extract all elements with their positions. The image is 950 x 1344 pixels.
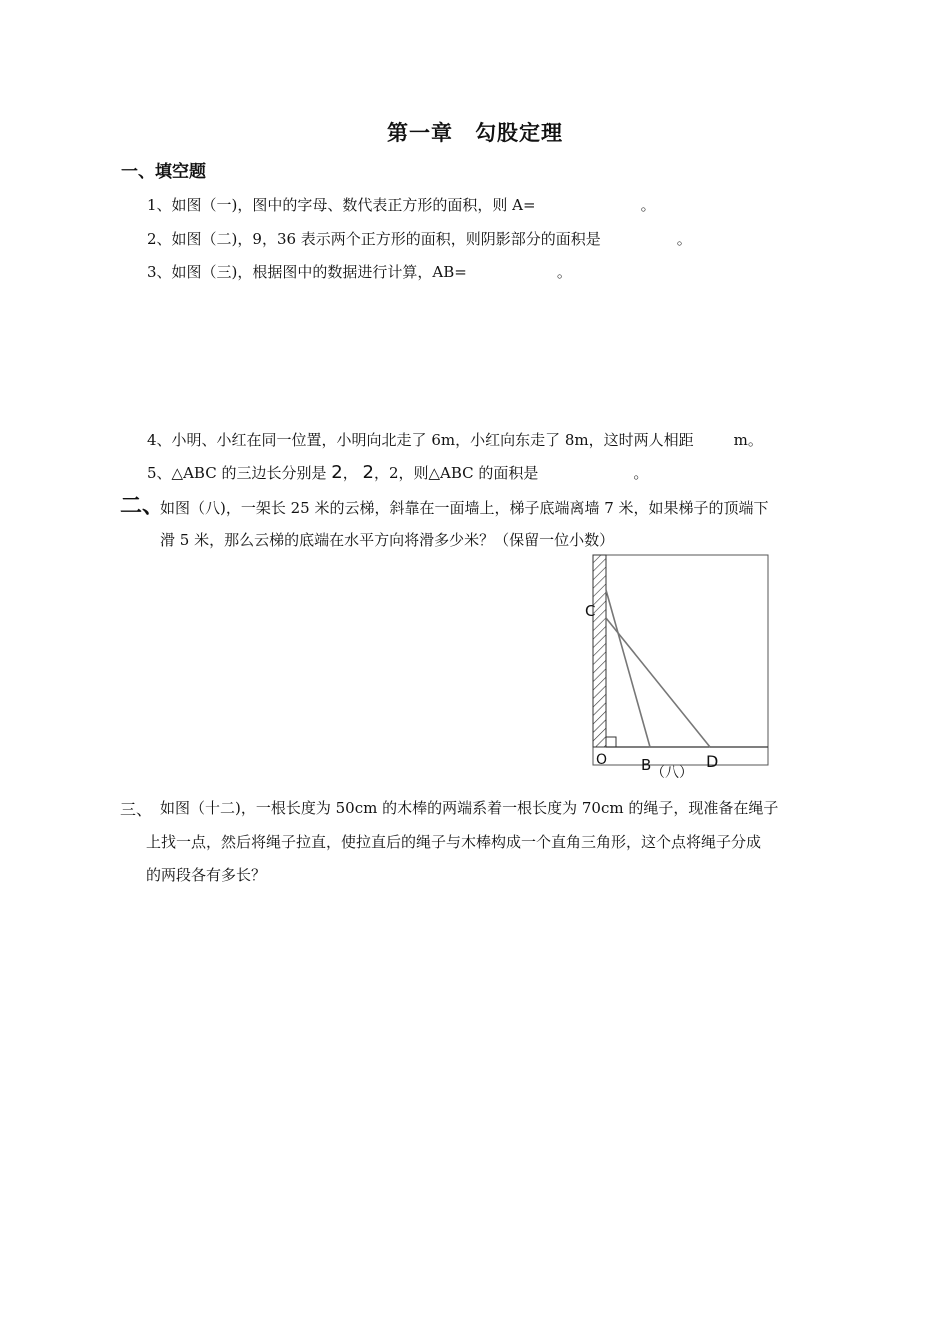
ladder-diagram — [580, 550, 780, 785]
label-o: O — [596, 752, 608, 768]
section3-line-2: 上找一点，然后将绳子拉直，使拉直后的绳子与木棒构成一个直角三角形，这个点将绳子分成 — [146, 833, 762, 851]
section3-mark: 三、 — [120, 800, 153, 819]
ladder-slid — [606, 618, 710, 747]
question-5-rest: ，2，则△ABC 的面积是 — [373, 464, 539, 482]
section1-heading: 一、填空题 — [121, 162, 206, 182]
section2-line-2: 滑 5 米，那么云梯的底端在水平方向将滑多少米？（保留一位小数） — [160, 531, 615, 549]
figure-caption: （八） — [651, 765, 693, 781]
figure-8-ladder — [580, 550, 780, 785]
section3-line-3: 的两段各有多长？ — [146, 866, 267, 884]
label-c: C — [585, 602, 596, 620]
ladder-original — [606, 590, 650, 747]
question-4 — [147, 429, 763, 450]
question-1-text: 1、如图（一)，图中的字母、数代表正方形的面积，则 A= — [147, 196, 536, 214]
section3-line-1: 如图（十二)，一根长度为 50cm 的木棒的两端系着一根长度为 70cm 的绳子，现准备在绳子 — [160, 799, 779, 817]
question-3-end: 。 — [556, 263, 572, 281]
question-1 — [147, 194, 656, 215]
wall-hatch — [593, 555, 606, 747]
question-5-side-2: 2 — [362, 462, 374, 483]
question-2-text: 2、如图（二)，9，36 表示两个正方形的面积，则阴影部分的面积是 — [147, 230, 601, 248]
question-5-prefix: 5、△ABC 的三边长分别是 — [147, 464, 327, 482]
label-b: B — [641, 756, 652, 774]
figure-frame — [593, 555, 768, 765]
question-5-side-1: 2 — [331, 462, 343, 483]
question-3-text: 3、如图（三)，根据图中的数据进行计算，AB= — [147, 263, 467, 281]
section2-mark: 二、 — [120, 494, 165, 519]
question-1-end: 。 — [640, 196, 656, 214]
question-2 — [147, 228, 692, 249]
question-5-end: 。 — [633, 464, 649, 482]
question-5-sep: ， — [342, 464, 358, 482]
question-4-unit: m。 — [733, 431, 763, 449]
question-5 — [147, 462, 648, 483]
label-d: D — [706, 752, 719, 771]
question-4-text: 4、小明、小红在同一位置，小明向北走了 6m，小红向东走了 8m，这时两人相距 — [147, 431, 694, 449]
question-3 — [147, 261, 572, 282]
section2-line-1: 如图（八)，一架长 25 米的云梯，斜靠在一面墙上，梯子底端离墙 7 米，如果梯子的顶端下 — [160, 499, 769, 517]
page-title: 第一章 勾股定理 — [387, 121, 563, 145]
right-angle-mark — [606, 737, 616, 747]
question-2-end: 。 — [676, 230, 692, 248]
